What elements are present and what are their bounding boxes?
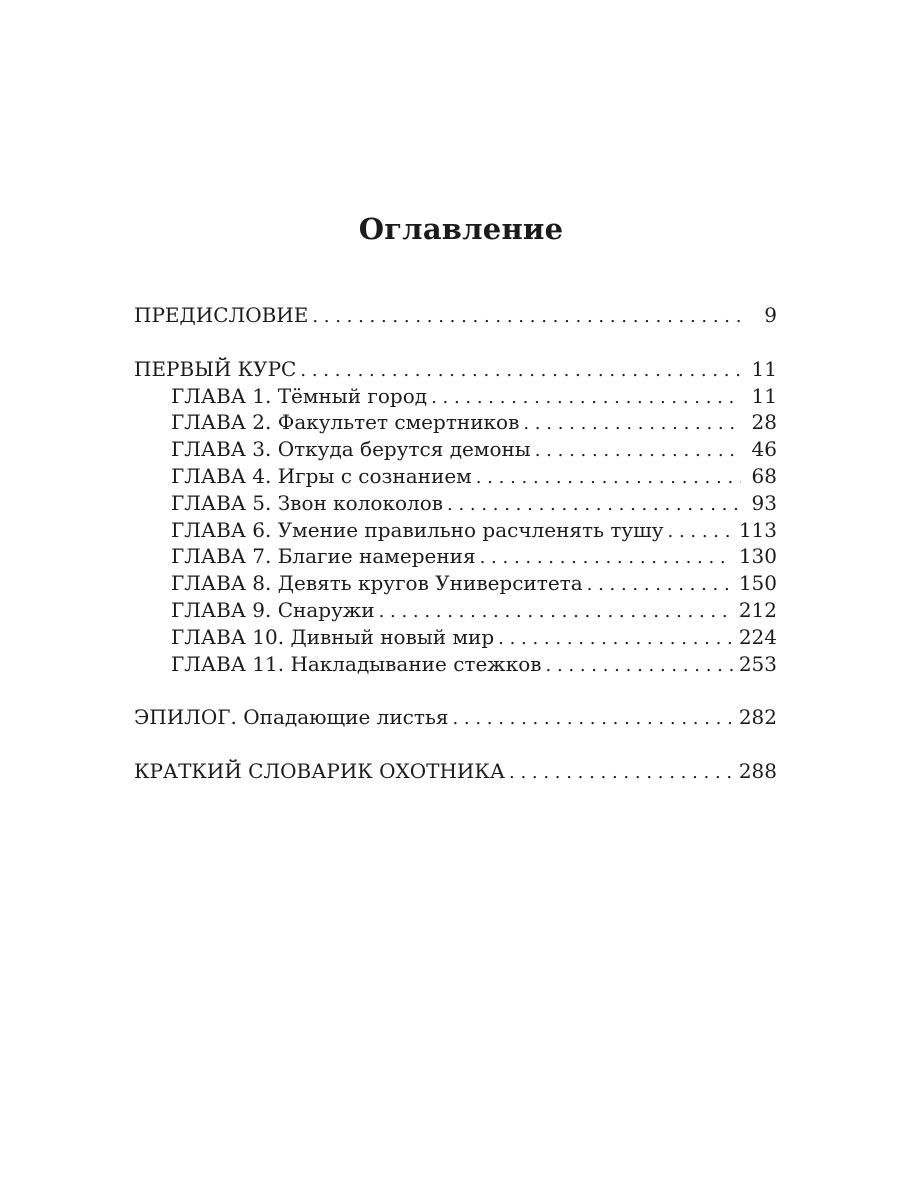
toc-entry-label: ГЛАВА 10. Дивный новый мир xyxy=(171,624,495,649)
dot-leader xyxy=(535,438,741,465)
toc-entry-label: ГЛАВА 3. Откуда берутся демоны xyxy=(171,437,531,462)
page-title: Оглавление xyxy=(358,212,564,246)
toc-entry-label: ГЛАВА 1. Тёмный город xyxy=(171,383,428,408)
toc-entry-label: ГЛАВА 6. Умение правильно расчленять тушу xyxy=(171,517,664,542)
toc-page-number: 224 xyxy=(738,624,777,649)
toc-page-number: 288 xyxy=(738,759,777,784)
toc-entry-chapter-11 xyxy=(134,651,777,678)
dot-leader xyxy=(523,411,741,438)
dot-leader xyxy=(668,519,733,546)
dot-leader xyxy=(546,653,733,680)
toc-entry-label: ПРЕДИСЛОВИЕ xyxy=(134,303,309,327)
dot-leader xyxy=(431,385,741,412)
toc-entry-epilogue xyxy=(134,704,777,731)
toc-page-number: 282 xyxy=(738,705,777,730)
toc-page-number: 11 xyxy=(751,383,777,408)
toc-entry-chapter-8 xyxy=(134,570,777,597)
dot-leader xyxy=(476,465,741,492)
toc-page-number: 212 xyxy=(738,597,777,622)
toc-page-number: 93 xyxy=(751,490,777,515)
toc-entry-label: ГЛАВА 4. Игры с сознанием xyxy=(171,463,472,488)
toc-page-number: 150 xyxy=(738,571,777,596)
toc-page-number: 28 xyxy=(751,410,777,435)
dot-leader xyxy=(498,626,733,653)
dot-leader xyxy=(587,572,733,599)
dot-leader xyxy=(509,760,733,787)
toc-entry-chapter-5 xyxy=(134,490,777,517)
toc-entry-chapter-6 xyxy=(134,517,777,544)
toc-entry-label: ПЕРВЫЙ КУРС xyxy=(134,356,297,381)
dot-leader xyxy=(300,358,741,385)
toc-entry-chapter-10 xyxy=(134,624,777,651)
toc-page-number: 11 xyxy=(751,356,777,381)
toc-entry-preface xyxy=(134,302,777,329)
toc-entry-label: ГЛАВА 2. Факультет смертников xyxy=(171,410,520,435)
dot-leader xyxy=(452,706,732,733)
toc-entry-chapter-3 xyxy=(134,436,777,463)
toc-entry-label: ГЛАВА 7. Благие намерения xyxy=(171,544,476,569)
toc-entry-part-one xyxy=(134,356,777,383)
toc-page-number: 113 xyxy=(738,517,777,542)
toc-page-number: 130 xyxy=(738,544,777,569)
toc-entry-chapter-2 xyxy=(134,409,777,436)
toc-page-number: 253 xyxy=(738,651,777,676)
dot-leader xyxy=(480,545,733,572)
toc-page-number: 68 xyxy=(751,463,777,488)
toc-entry-chapter-1 xyxy=(134,383,777,410)
toc-entry-label: КРАТКИЙ СЛОВАРИК ОХОТНИКА xyxy=(134,759,505,784)
dot-leader xyxy=(379,599,733,626)
toc-entry-chapter-9 xyxy=(134,597,777,624)
toc-entry-chapter-7 xyxy=(134,543,777,570)
toc-entry-label: ГЛАВА 8. Девять кругов Университета xyxy=(171,571,583,596)
toc-entry-label: ЭПИЛОГ. Опадающие листья xyxy=(134,705,449,730)
toc-entry-label: ГЛАВА 5. Звон колоколов xyxy=(171,490,444,515)
toc-page-number: 9 xyxy=(764,303,777,327)
toc-entry-label: ГЛАВА 11. Накладывание стежков xyxy=(171,651,542,676)
dot-leader xyxy=(312,304,741,331)
toc-entry-glossary xyxy=(134,758,777,785)
toc-entry-chapter-4 xyxy=(134,463,777,490)
dot-leader xyxy=(447,492,741,519)
table-of-contents xyxy=(134,302,777,785)
toc-entry-label: ГЛАВА 9. Снаружи xyxy=(171,597,375,622)
toc-page-number: 46 xyxy=(751,437,777,462)
